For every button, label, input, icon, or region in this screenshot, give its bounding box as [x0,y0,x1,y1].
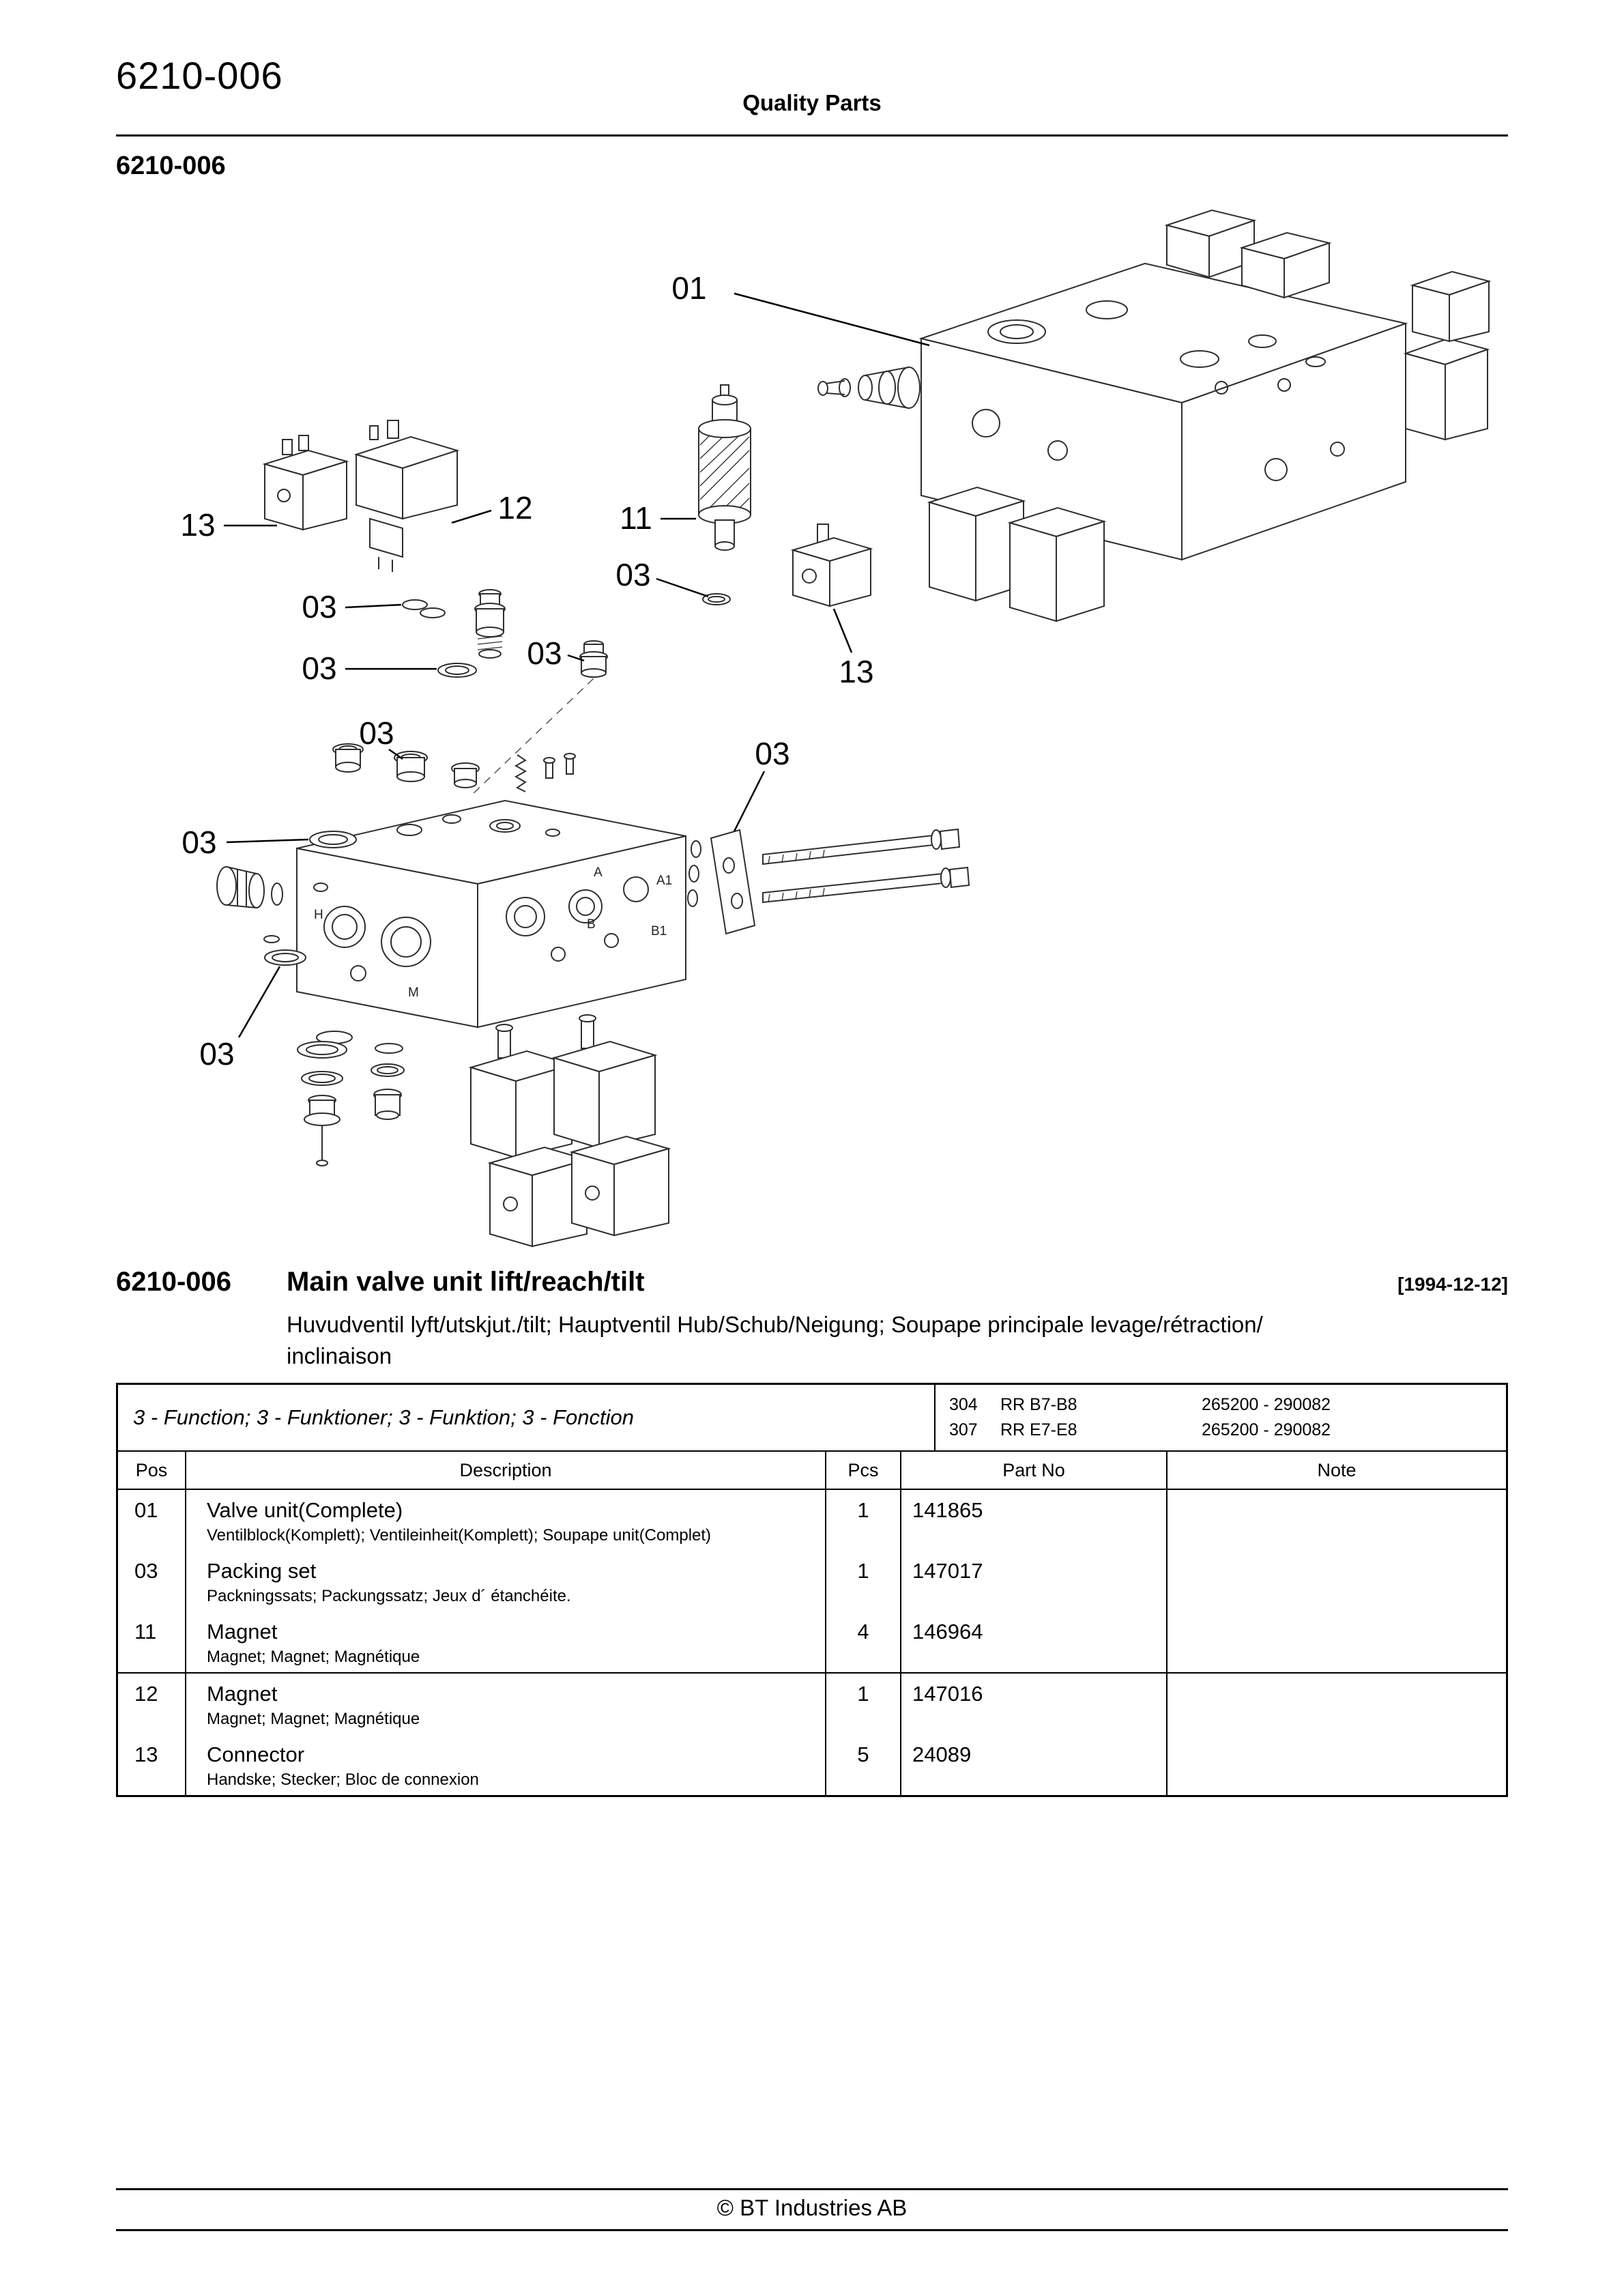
row-description-cell [186,1674,826,1734]
row-description: Magnet [207,1682,278,1706]
port-label-h: H [314,908,323,922]
callout-13-left: 13 [180,507,216,543]
row-note [1168,1734,1506,1795]
footer-rule-bottom [116,2229,1508,2231]
model-serial: 265200 - 290082 [1202,1420,1331,1439]
model-line [949,1420,1506,1440]
column-header-note: Note [1317,1459,1357,1480]
table-row [118,1734,1506,1795]
row-note [1168,1611,1506,1672]
port-label-a: A [594,865,603,880]
header-title: Quality Parts [742,90,882,115]
row-description: Connector [207,1742,305,1766]
model-name: RR B7-B8 [1000,1395,1077,1414]
row-pos: 11 [118,1611,186,1672]
row-description: Magnet [207,1620,278,1644]
model-serial-header [936,1385,1506,1450]
magnet-11-drawing [699,385,751,550]
end-plate-and-bolts-drawing [688,829,969,934]
section-title-row [116,1267,1508,1297]
row-note [1168,1674,1506,1734]
table-row [118,1674,1506,1734]
row-pcs: 1 [826,1674,901,1734]
callout-03-e: 03 [359,715,394,751]
footer-copyright: © BT Industries AB [716,2195,908,2220]
row-part-no: 147016 [901,1674,1168,1734]
model-code: 307 [949,1420,978,1439]
row-pos: 13 [118,1734,186,1795]
doc-number: 6210-006 [116,54,283,97]
row-pos: 12 [118,1674,186,1734]
section-title: Main valve unit lift/reach/tilt [287,1267,645,1297]
valve-unit-complete-drawing [818,210,1489,621]
connector-and-magnet-left-drawing [265,420,457,572]
callout-03-d: 03 [302,650,337,686]
row-description-alt: Ventilblock(Komplett); Ventileinheit(Komplett); Soupape unit(Complet) [207,1526,712,1545]
callout-03-c: 03 [527,635,562,671]
row-pcs: 4 [826,1611,901,1672]
port-label-b: B [587,917,596,932]
callout-03-f: 03 [755,736,790,771]
parts-table [116,1383,1508,1797]
port-label-b1: B1 [651,924,667,938]
row-part-no: 147017 [901,1551,1168,1611]
model-line [949,1395,1506,1415]
callout-11: 11 [620,500,652,536]
row-pcs: 1 [826,1551,901,1611]
callout-03-a: 03 [615,557,651,592]
row-description-alt: Handske; Stecker; Bloc de connexion [207,1770,479,1789]
port-label-m: M [408,986,419,1000]
exploded-diagram [116,183,1508,1251]
row-pos: 01 [118,1490,186,1551]
row-note [1168,1551,1506,1611]
section-title-code: 6210-006 [116,1267,232,1297]
row-part-no: 146964 [901,1611,1168,1672]
section-code-top: 6210-006 [116,152,226,180]
table-row [118,1490,1506,1551]
row-pcs: 1 [826,1490,901,1551]
row-description: Packing set [207,1559,317,1583]
row-description-alt: Packningssats; Packungssatz; Jeux d´ étanchéite. [207,1587,571,1605]
exploded-diagram-area [116,183,1508,1251]
row-part-no: 141865 [901,1490,1168,1551]
row-description-cell [186,1734,826,1795]
section-subtitle-line-2: inclinaison [287,1343,392,1368]
column-header-pos: Pos [118,1452,186,1489]
column-header-description: Description [186,1452,826,1489]
row-description-cell [186,1490,826,1551]
footer-rule-top [116,2188,1508,2190]
row-part-no: 24089 [901,1734,1168,1795]
table-row [118,1611,1506,1674]
pilot-valve-assembly-bottom-drawing [471,1015,669,1246]
row-description-alt: Magnet; Magnet; Magnétique [207,1710,420,1728]
callout-03-g: 03 [182,824,217,860]
column-header-pcs: Pcs [826,1452,901,1489]
function-header: 3 - Function; 3 - Funktioner; 3 - Funktion; 3 - Fonction [118,1385,936,1450]
model-name: RR E7-E8 [1000,1420,1077,1439]
row-description: Valve unit(Complete) [207,1498,403,1522]
model-code: 304 [949,1395,978,1414]
row-pos: 03 [118,1551,186,1611]
row-description-alt: Magnet; Magnet; Magnétique [207,1648,420,1666]
header-rule [116,134,1508,137]
port-label-a1: A1 [656,874,673,888]
model-serial: 265200 - 290082 [1202,1395,1331,1414]
section-subtitle-line-1: Huvudventil lyft/utskjut./tilt; Hauptventil Hub/Schub/Neigung; Soupape principale levage/rétraction/ [287,1312,1263,1337]
row-description-cell [186,1551,826,1611]
connector-13-right-drawing [793,524,871,606]
fittings-above-manifold-drawing [333,744,575,792]
manifold-block-drawing [217,801,686,1053]
row-pcs: 5 [826,1734,901,1795]
section-date: [1994-12-12] [1397,1274,1508,1295]
row-description-cell [186,1611,826,1672]
callout-03-b: 03 [302,589,337,625]
section-subtitle [287,1309,1406,1372]
table-column-header-row [118,1452,1506,1490]
callout-13-right: 13 [839,654,874,689]
table-row [118,1551,1506,1611]
callout-03-h: 03 [199,1036,235,1072]
small-seals-bottom-left-drawing [298,1042,404,1166]
callout-01: 01 [671,270,707,306]
column-header-part-no: Part No [901,1452,1168,1489]
row-note [1168,1490,1506,1551]
callout-12: 12 [497,490,533,526]
table-function-header-row [118,1385,1506,1452]
